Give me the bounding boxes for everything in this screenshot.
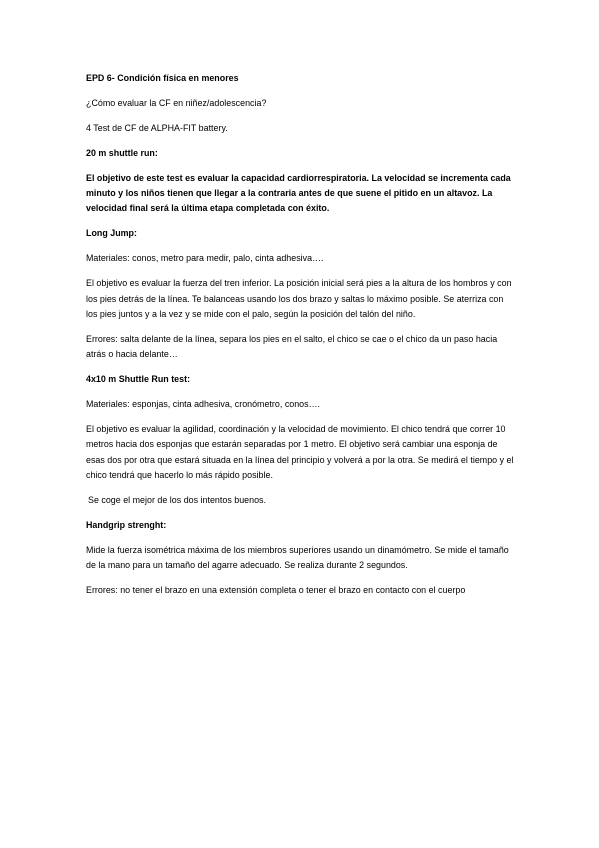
handgrip-errors: Errores: no tener el brazo en una extensión completa o tener el brazo en contacto con el cuerpo: [86, 585, 466, 596]
longjump-body: El objetivo es evaluar la fuerza del tren inferior. La posición inicial será pies a la altura de los hombros y con los pies detrás de la línea. Te balanceas usando los dos brazo y saltas lo máximo posible. Se aterriza con los pies juntos y a la vez y se mide con el palo, según la posición del talón del niño.: [86, 278, 512, 319]
longjump-errors: Errores: salta delante de la línea, separa los pies en el salto, el chico se cae o el chico da un paso hacia atrás o hacia delante…: [86, 333, 498, 360]
shuttle20-body: El objetivo de este test es evaluar la capacidad cardiorrespiratoria. La velocidad se incrementa cada minuto y los niños tienen que llegar a la contraria antes de que suene el pitido en un altavoz. La velocidad final será la última etapa completada con éxito.: [86, 172, 511, 214]
handgrip-body: Mide la fuerza isométrica máxima de los miembros superiores usando un dinamómetro. Se mide el tamaño de la mano para un tamaño del agarre adecuado. Se realiza durante 2 segundos.: [86, 544, 509, 571]
document-title: EPD 6- Condición física en menores: [86, 73, 239, 83]
document-intro: 4 Test de CF de ALPHA-FIT battery.: [86, 122, 228, 133]
document-content: [86, 71, 516, 608]
document-question: ¿Cómo evaluar la CF en niñez/adolescencia?: [86, 97, 267, 108]
shuttle4x10-body: El objetivo es evaluar la agilidad, coordinación y la velocidad de movimiento. El chico tendrá que correr 10 metros hacia dos esponjas que estarán separadas por 1 metro. El objetivo será cambiar una esponja de esas dos por otra que estará situada en la línea del principio y volverá a por la otra. Se medirá el tiempo y el chico tendrá que hacerlo lo más rápido posible.: [86, 424, 514, 481]
shuttle20-heading: 20 m shuttle run:: [86, 147, 158, 158]
longjump-heading: Long Jump:: [86, 228, 137, 239]
longjump-materials: Materiales: conos, metro para medir, palo, cinta adhesiva….: [86, 253, 324, 264]
shuttle4x10-note: Se coge el mejor de los dos intentos buenos.: [88, 495, 266, 506]
handgrip-heading: Handgrip strenght:: [86, 520, 167, 531]
shuttle4x10-heading: 4x10 m Shuttle Run test:: [86, 374, 191, 385]
shuttle4x10-materials: Materiales: esponjas, cinta adhesiva, cronómetro, conos….: [86, 399, 320, 410]
